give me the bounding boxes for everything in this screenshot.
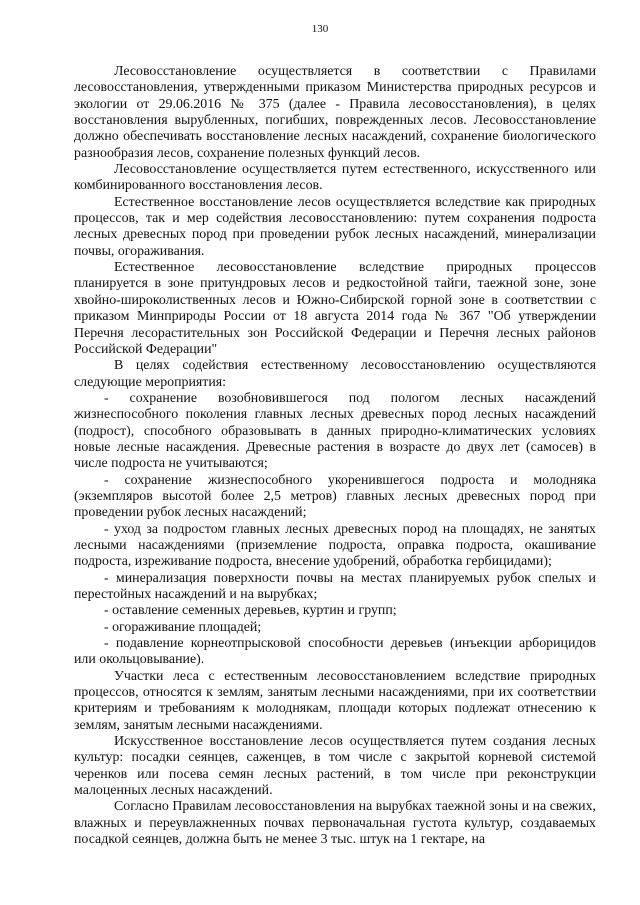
page-number: 130 [311,23,329,35]
document-body [74,64,596,849]
list-item-undergrowth-care: - уход за подростом главных лесных древесных пород на площадях, не занятых лесными насаждениями (приземление подроста, оправка подроста, окашивание подроста, изреживание подроста, внесение удобрений, обработка гербицидами); [74,521,596,570]
list-item-seed-trees: - оставление семенных деревьев, куртин и групп; [104,603,397,619]
paragraph-natural-plots-classification: Участки леса с естественным лесовосстановлением вследствие природных процессов, относятся к землям, занятым лесными насаждениями, при их соответствии критериям и требованиям к молоднякам, площади которых подлежат отнесению к землям, занятым лесными насаждениями. [74,668,596,733]
paragraph-natural-restoration: Естественное восстановление лесов осуществляется вследствие как природных процессов, так и мер содействия лесовосстановлению: путем сохранения подроста лесных древесных пород при проведении рубок лесных насаждений, минерализации почвы, огораживания. [74,194,596,259]
list-item-fencing: - огораживание площадей; [104,619,262,635]
list-item-preserve-undergrowth: - сохранение возобновившегося под пологом лесных насаждений жизнеспособного поколения главных лесных древесных пород лесных насаждений (подрост), способного образовывать в данных природно-климатических условиях новые лесные насаждения. Древесные растения в возрасте до двух лет (самосев) в числе подроста не учитываются; [74,390,596,472]
paragraph-assistance-measures: В целях содействия естественному лесовосстановлению осуществляются следующие мероприятия: [74,358,596,390]
list-item-soil-mineralization: - минерализация поверхности почвы на местах планируемых рубок спелых и перестойных насаждений и на вырубках; [74,570,596,602]
paragraph-planting-density: Согласно Правилам лесовосстановления на вырубках таежной зоны и на свежих, влажных и переувлажненных почвах первоначальная густота культур, создаваемых посадкой сеянцев, должна быть не менее 3 тыс. штук на 1 гектаре, на [74,799,596,848]
paragraph-reforestation-methods: Лесовосстановление осуществляется путем естественного, искусственного или комбинированного восстановления лесов. [74,162,596,194]
paragraph-natural-zones: Естественное лесовосстановление вследствие природных процессов планируется в зоне притундровых лесов и редкостойной тайги, таежной зоне, зоне хвойно-широколиственных лесов и Южно-Сибирской горной зоне в соответствии с приказом Минприроды России от 18 августа 2014 года № 367 "Об утверждении Перечня лесорастительных зон Российской Федерации и Перечня лесных районов Российской Федерации" [74,260,596,357]
paragraph-artificial-restoration: Искусственное восстановление лесов осуществляется путем создания лесных культур: посадки сеянцев, саженцев, в том числе с закрытой корневой системой черенков или посева семян лесных растений, в том числе при реконструкции малоценных лесных насаждений. [74,734,596,799]
paragraph-reforestation-rules: Лесовосстановление осуществляется в соответствии с Правилами лесовосстановления, утвержденными приказом Министерства природных ресурсов и экологии от 29.06.2016 № 375 (далее - Правила лесовосстановления), в целях восстановления вырубленных, погибших, поврежденных лесов. Лесовосстановление должно обеспечивать восстановление лесных насаждений, сохранение биологического разнообразия лесов, сохранение полезных функций лесов. [74,64,596,161]
list-item-preserve-young-growth: - сохранение жизнеспособного укоренившегося подроста и молодняка (экземпляров высотой более 2,5 метров) главных лесных древесных пород при проведении рубок лесных насаждений; [74,472,596,521]
list-item-suppress-root-suckers: - подавление корнеотпрысковой способности деревьев (инъекции арборицидов или окольцовывание). [74,636,596,668]
